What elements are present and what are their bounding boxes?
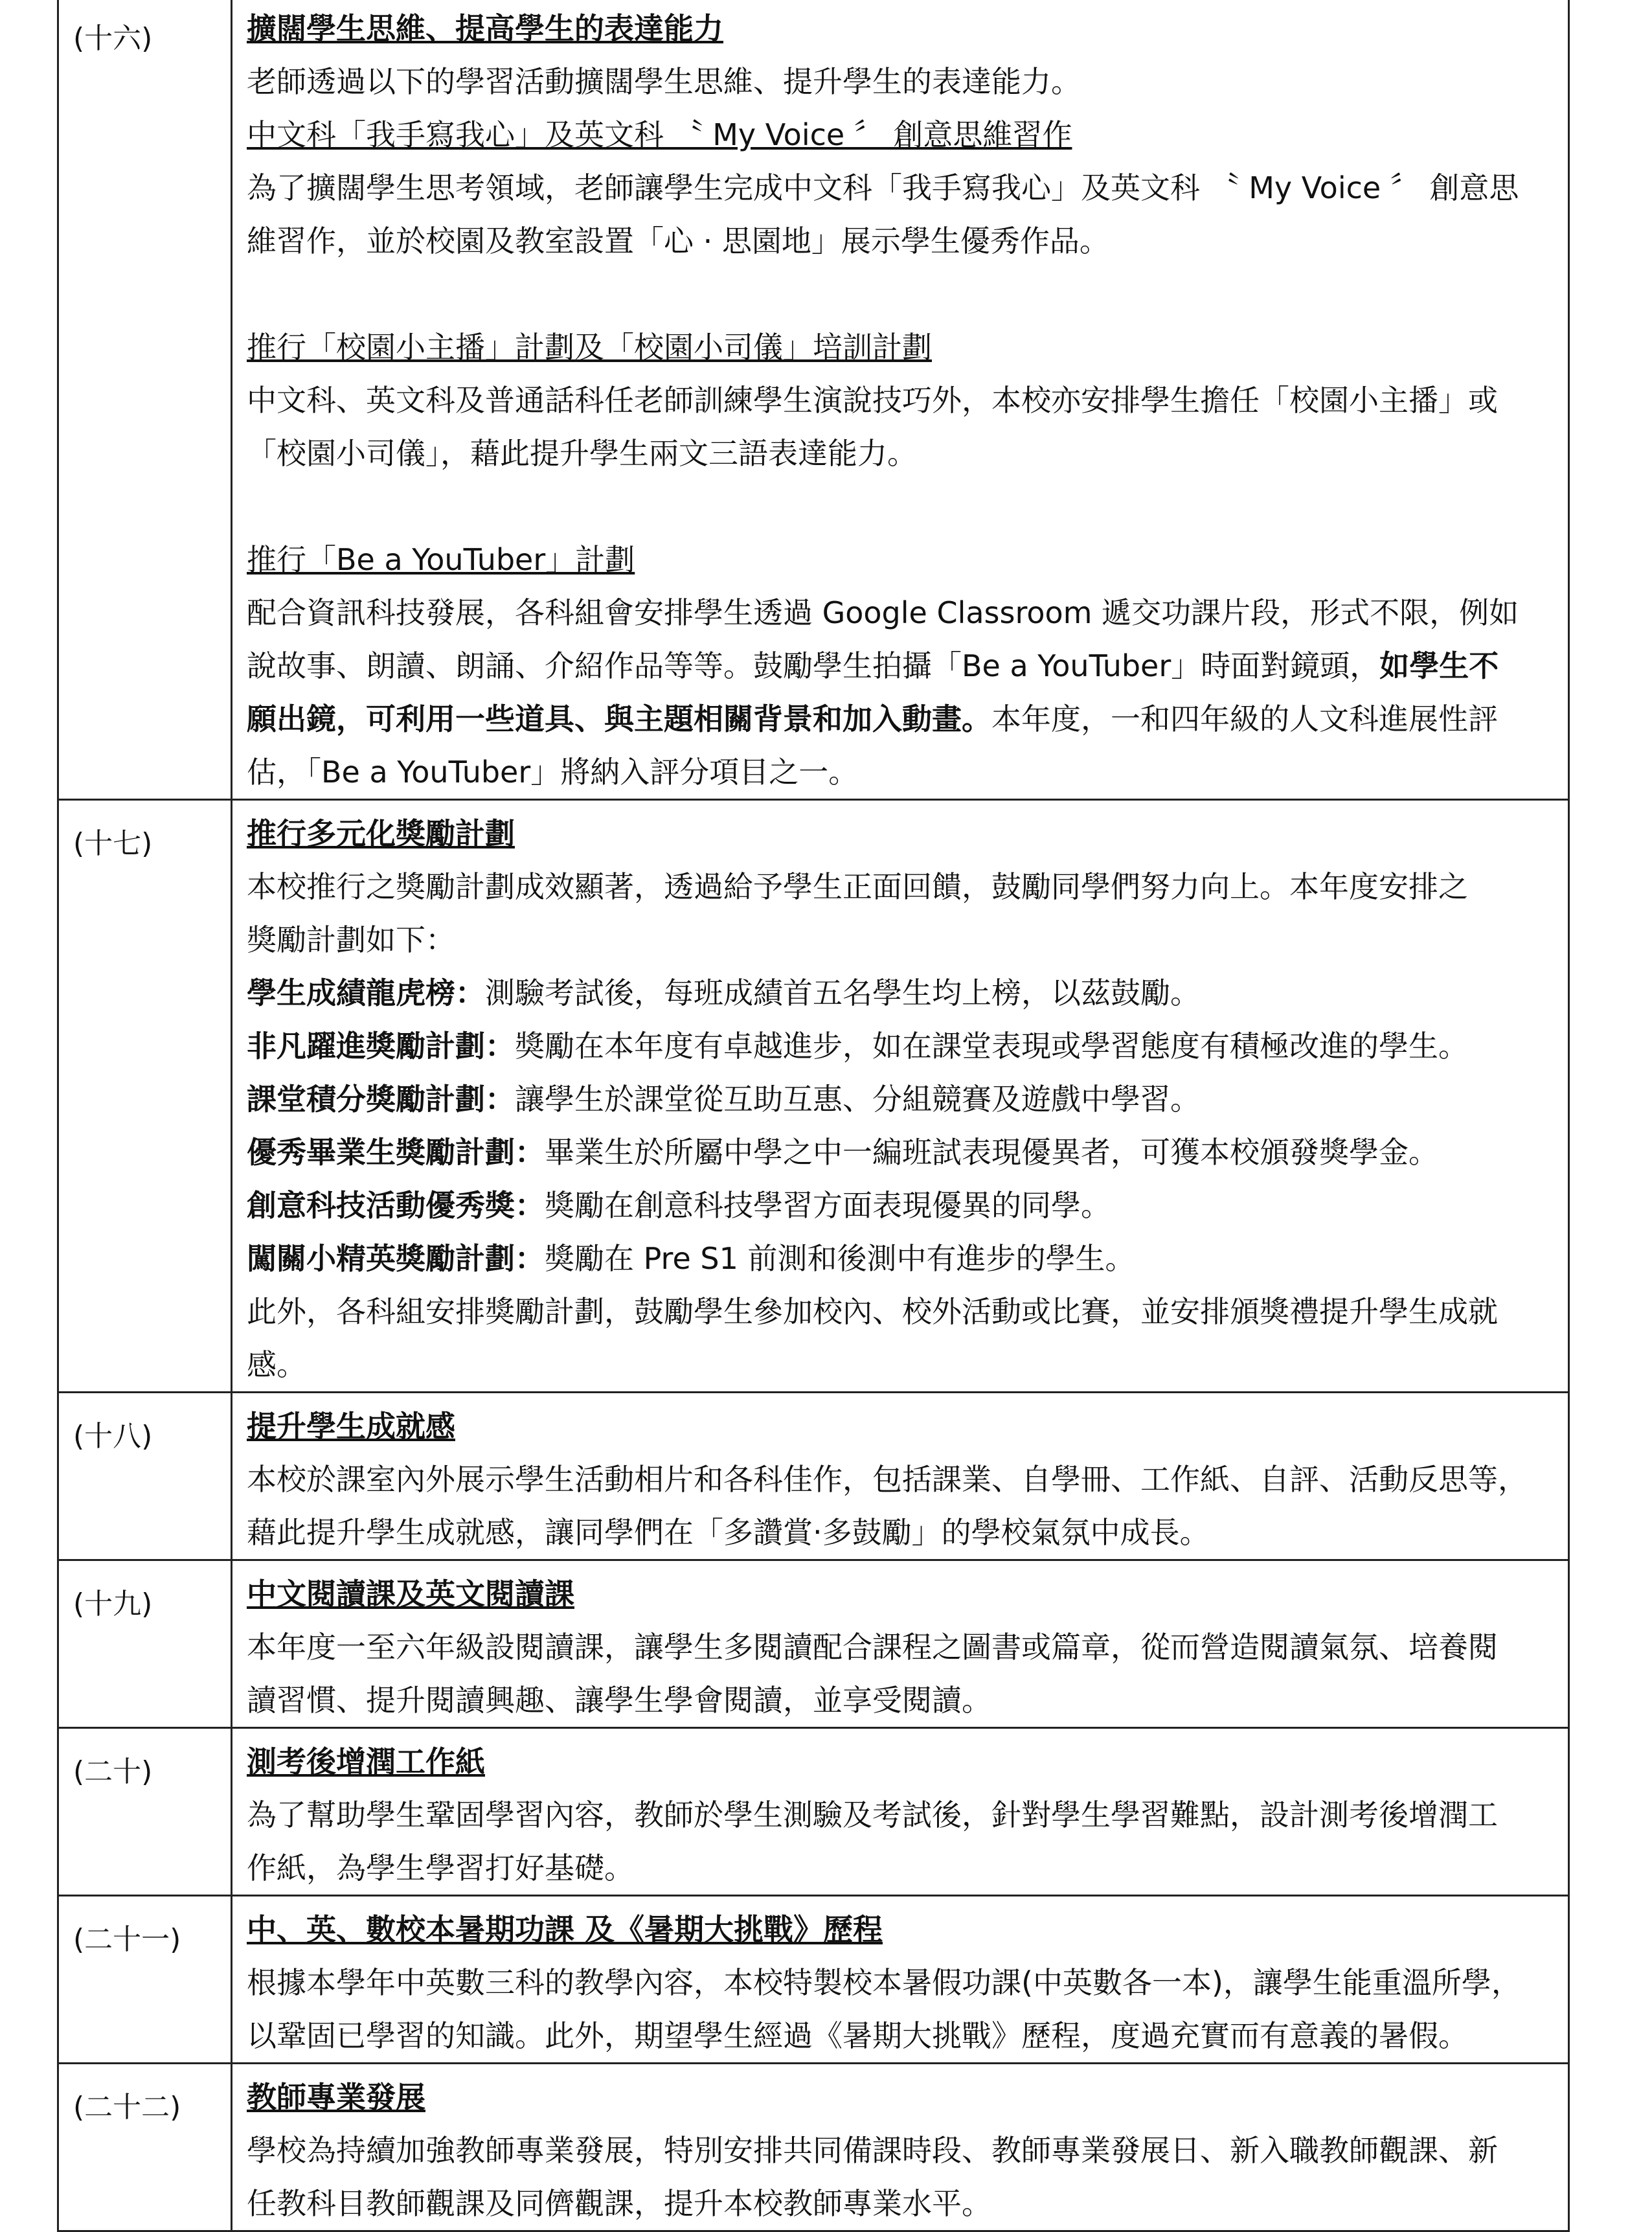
subsection-title: 推行「Be a YouTuber」計劃 [247,542,635,577]
paragraph-line: 為了幫助學生鞏固學習內容，教師於學生測驗及考試後，針對學生學習難點，設計測考後增潤工 [247,1797,1498,1832]
award-text: 測驗考試後，每班成績首五名學生均上榜，以茲鼓勵。 [485,975,1200,1010]
award-item [247,966,1556,1019]
section-content-cell [232,800,1569,1393]
paragraph-line: 任教科目教師觀課及同儕觀課，提升本校教師專業水平。 [247,2186,991,2221]
school-plan-table [57,0,1570,2232]
paragraph-line: 讀習慣、提升閱讀興趣、讓學生學會閱讀，並享受閱讀。 [247,1683,991,1718]
section-number: (十六) [73,22,153,55]
award-item [247,1232,1556,1285]
section-title: 擴闊學生思維、提高學生的表達能力 [247,11,723,46]
section-content-cell [232,1896,1569,2064]
section-number-cell [58,800,232,1393]
paragraph-line [247,639,1556,692]
paragraph-line: 維習作，並於校園及教室設置「心 · 思園地」展示學生優秀作品。 [247,223,1109,258]
section-title: 中、英、數校本暑期功課 及《暑期大挑戰》歷程 [247,1912,883,1947]
paragraph-line: 「校園小司儀」，藉此提升學生兩文三語表達能力。 [247,436,917,471]
section-title: 教師專業發展 [247,2080,425,2115]
table-row [58,800,1569,1393]
paragraph-line: 為了擴闊學生思考領域，老師讓學生完成中文科「我手寫我心」及英文科 〝 My Voice 〞 創意思 [247,170,1519,205]
section-number: (十八) [73,1420,153,1453]
award-label: 優秀畢業生獎勵計劃： [247,1135,545,1170]
text-run: 說故事、朗讀、朗誦、介紹作品等等。鼓勵學生拍攝「Be a YouTuber」時面對鏡頭， [247,648,1380,683]
award-item [247,1019,1556,1073]
paragraph-line: 本校於課室內外展示學生活動相片和各科佳作，包括課業、自學冊、工作紙、自評、活動反思等， [247,1462,1528,1497]
paragraph-line: 根據本學年中英數三科的教學內容，本校特製校本暑假功課(中英數各一本)，讓學生能重溫所學， [247,1965,1521,2000]
award-label: 課堂積分獎勵計劃： [247,1082,515,1117]
paragraph-line: 本校推行之獎勵計劃成效顯著，透過給予學生正面回饋，鼓勵同學們努力向上。本年度安排之 [247,869,1468,904]
award-label: 創意科技活動優秀獎： [247,1188,545,1223]
section-number-cell [58,1393,232,1560]
award-label: 闖關小精英獎勵計劃： [247,1241,545,1276]
bold-text-run: 如學生不 [1379,648,1499,683]
award-item [247,1179,1556,1232]
award-text: 畢業生於所屬中學之中一編班試表現優異者，可獲本校頒發獎學金。 [545,1135,1438,1170]
section-title: 中文閱讀課及英文閱讀課 [247,1577,574,1611]
paragraph-line: 中文科、英文科及普通話科任老師訓練學生演說技巧外，本校亦安排學生擔任「校園小主播」或 [247,383,1498,418]
paragraph-line: 此外，各科組安排獎勵計劃，鼓勵學生參加校內、校外活動或比賽，並安排頒獎禮提升學生成就 [247,1294,1498,1329]
section-number-cell [58,2064,232,2231]
award-text: 獎勵在 Pre S1 前測和後測中有進步的學生。 [545,1241,1135,1276]
award-item [247,1073,1556,1126]
paragraph-line: 配合資訊科技發展，各科組會安排學生透過 Google Classroom 遞交功課片段，形式不限，例如 [247,595,1519,630]
table-row [58,1728,1569,1896]
blank-line [247,268,1556,321]
section-number-cell [58,1896,232,2064]
section-title: 提升學生成就感 [247,1409,455,1444]
table-row [58,1393,1569,1560]
paragraph-line: 學校為持續加強教師專業發展，特別安排共同備課時段、教師專業發展日、新入職教師觀課、新 [247,2133,1498,2168]
award-label: 非凡躍進獎勵計劃： [247,1029,515,1064]
subsection-title: 中文科「我手寫我心」及英文科 〝 My Voice 〞 創意思維習作 [247,117,1072,152]
text-run: 本年度，一和四年級的人文科進展性評 [991,701,1498,736]
paragraph-line: 以鞏固已學習的知識。此外，期望學生經過《暑期大挑戰》歷程，度過充實而有意義的暑假。 [247,2018,1468,2053]
bold-text-run: 願出鏡，可利用一些道具、與主題相關背景和加入動畫。 [247,701,991,736]
blank-line [247,480,1556,533]
award-text: 獎勵在本年度有卓越進步，如在課堂表現或學習態度有積極改進的學生。 [515,1029,1468,1064]
section-number: (十七) [73,827,153,860]
section-content-cell [232,1560,1569,1728]
paragraph-line: 估，「Be a YouTuber」將納入評分項目之一。 [247,755,859,790]
award-item [247,1126,1556,1179]
section-content-cell [232,1393,1569,1560]
section-title: 測考後增潤工作紙 [247,1744,485,1779]
award-label: 學生成績龍虎榜： [247,975,485,1010]
section-content-cell [232,1728,1569,1896]
paragraph-line: 獎勵計劃如下： [247,922,455,957]
table-row [58,2064,1569,2231]
section-number: (二十一) [73,1923,181,1956]
award-text: 讓學生於課堂從互助互惠、分組競賽及遊戲中學習。 [515,1082,1200,1117]
paragraph-line: 作紙，為學生學習打好基礎。 [247,1851,634,1885]
section-number: (二十二) [73,2091,181,2124]
paragraph-line: 感。 [247,1347,306,1382]
paragraph-line: 藉此提升學生成就感，讓同學們在「多讚賞‧多鼓勵」的學校氣氛中成長。 [247,1515,1210,1550]
section-number: (十九) [73,1588,153,1621]
paragraph-line [247,692,1556,746]
section-number-cell [58,0,232,800]
table-row [58,0,1569,800]
section-number-cell [58,1728,232,1896]
subsection-title: 推行「校園小主播」計劃及「校園小司儀」培訓計劃 [247,330,932,365]
paragraph-line: 本年度一至六年級設閱讀課，讓學生多閱讀配合課程之圖書或篇章，從而營造閱讀氣氛、培養閱 [247,1630,1498,1665]
section-content-cell [232,2064,1569,2231]
table-row [58,1560,1569,1728]
paragraph-line: 老師透過以下的學習活動擴闊學生思維、提升學生的表達能力。 [247,64,1081,99]
section-title: 推行多元化獎勵計劃 [247,816,515,851]
table-row [58,1896,1569,2064]
section-content-cell [232,0,1569,800]
award-text: 獎勵在創意科技學習方面表現優異的同學。 [545,1188,1111,1223]
section-number-cell [58,1560,232,1728]
section-number: (二十) [73,1755,153,1788]
